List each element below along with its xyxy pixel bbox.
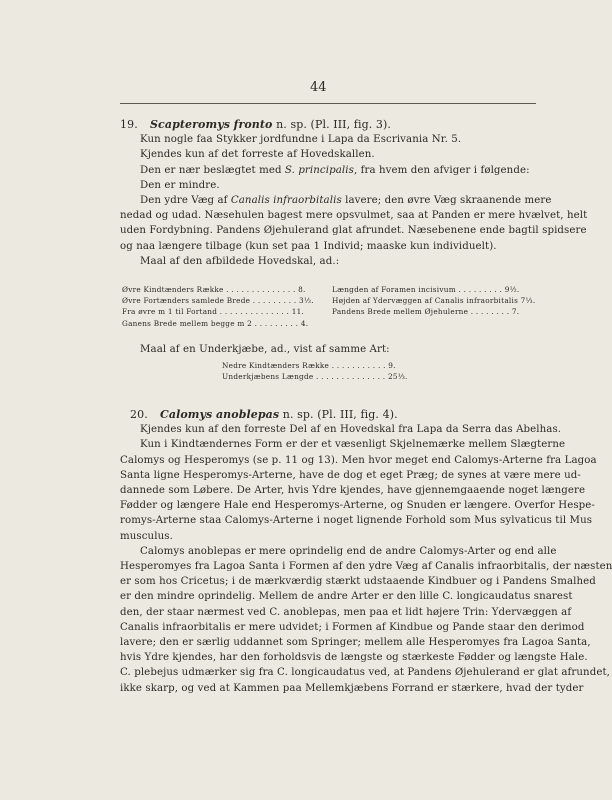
paragraph-line: C. plebejus udmærker sig fra C. longicaudatus ved, at Pandens Øjehulerand er glat afrundet, — [120, 667, 610, 679]
paragraph-line: og naa længere tilbage (kun set paa 1 Individ; maaske kun individuelt). — [120, 240, 497, 252]
paragraph-line: Calomys anoblepas er mere oprindelig end de andre Calomys-Arter og end alle — [140, 545, 557, 557]
table-row: Fra øvre m 1 til Fortand . . . . . . . . . . . . . . 11. Pandens Brede mellem Øjehulerne . . . . . . . . 7. — [122, 307, 520, 317]
paragraph-line: hvis Ydre kjendes, har den forholdsvis de længste og stærkeste Fødder og længste Hale. — [120, 652, 588, 664]
paragraph-line: er som hos Cricetus; i de mærkværdig stærkt udstaaende Kindbuer og i Pandens Smalhed — [120, 576, 596, 588]
paragraph-line: den, der staar nærmest ved C. anoblepas, men paa et lidt højere Trin: Ydervæggen af — [120, 606, 572, 618]
paragraph-line: lavere; den er særlig uddannet som Springer; mellem alle Hesperomyes fra Lagoa Santa, — [120, 637, 591, 649]
paragraph-line: musculus. — [120, 530, 173, 542]
header-rule — [120, 103, 536, 104]
paragraph-line: Hesperomyes fra Lagoa Santa i Formen af den ydre Væg af Canalis infraorbitalis, der næsten — [120, 561, 612, 573]
paragraph-line: Santa ligne Hesperomys-Arterne, have de dog et eget Præg; de synes at være mere ud- — [120, 469, 581, 481]
table-row: Øvre Kindtænders Række . . . . . . . . . . . . . . 8. Længden af Foramen incisivum . . . . . . . . . 9½. — [122, 285, 520, 294]
paragraph-line: dannede som Løbere. De Arter, hvis Ydre kjendes, have gjennemgaaende noget længere — [120, 485, 586, 497]
paragraph-line: Calomys og Hesperomys (se p. 11 og 13). Men hvor meget end Calomys-Arterne fra Lagoa — [120, 454, 597, 466]
paragraph-line: Den er mindre. — [140, 179, 220, 191]
paragraph-line: er den mindre oprindelig. Mellem de andre Arter er den lille C. longicaudatus snarest — [120, 591, 573, 603]
paragraph-line: Den er nær beslægtet med S. principalis, fra hvem den afviger i følgende: — [140, 164, 530, 176]
paragraph-line: Canalis infraorbitalis er mere udvidet; i Formen af Kindbue og Pande staar den derimod — [120, 621, 585, 633]
paragraph-line: Kjendes kun af det forreste af Hovedskallen. — [140, 149, 375, 161]
measurement-table — [122, 284, 542, 329]
table-row: Underkjæbens Længde . . . . . . . . . . . . . . 25⅓. — [222, 372, 408, 382]
jaw-measurements — [222, 360, 408, 382]
paragraph-line: Den ydre Væg af Canalis infraorbitalis lavere; den øvre Væg skraanende mere — [140, 195, 552, 207]
section-19-heading: 19. Scapteromys fronto n. sp. (Pl. III, fig. 3). — [120, 118, 391, 131]
paragraph-line: nedad og udad. Næsehulen bagest mere opsvulmet, saa at Panden er mere hvælvet, helt — [120, 210, 588, 222]
measurement-title: Maal af den afbildede Hovedskal, ad.: — [140, 255, 340, 267]
section-20-heading: 20. Calomys anoblepas n. sp. (Pl. III, fig. 4). — [130, 408, 398, 421]
paragraph-line: uden Fordybning. Pandens Øjehulerand glat afrundet. Næsebenene ende bagtil spidsere — [120, 225, 587, 237]
paragraph-line: Kjendes kun af den forreste Del af en Hovedskal fra Lapa da Serra das Abelhas. — [140, 424, 562, 436]
page-number: 44 — [310, 80, 327, 95]
table-row: Ganens Brede mellem begge m 2 . . . . . . . . . 4. — [122, 318, 309, 328]
section-20 — [120, 407, 612, 696]
paragraph-line: romys-Arterne staa Calomys-Arterne i noget lignende Forhold som Mus sylvaticus til Mus — [120, 515, 593, 527]
section-19 — [120, 117, 588, 269]
paragraph-line: Fødder og længere Hale end Hesperomys-Arterne, og Snuden er længere. Overfor Hespe- — [120, 500, 595, 512]
table-row: Nedre Kindtænders Række . . . . . . . . . . . 9. — [222, 361, 396, 370]
paragraph-line: ikke skarp, og ved at Kammen paa Mellemkjæbens Forrand er stærkere, hvad der tyder — [120, 682, 584, 694]
table-row: Øvre Fortænders samlede Brede . . . . . . . . . 3⅓. Højden af Ydervæggen af Canalis infraorbitalis 7⅓. — [122, 296, 536, 306]
paragraph-line: Kun nogle faa Stykker jordfundne i Lapa da Escrivania Nr. 5. — [140, 134, 462, 146]
jaw-title: Maal af en Underkjæbe, ad., vist af samme Art: — [140, 344, 390, 355]
paragraph-line: Kun i Kindtændernes Form er der et væsenligt Skjelnemærke mellem Slægterne — [140, 439, 566, 451]
